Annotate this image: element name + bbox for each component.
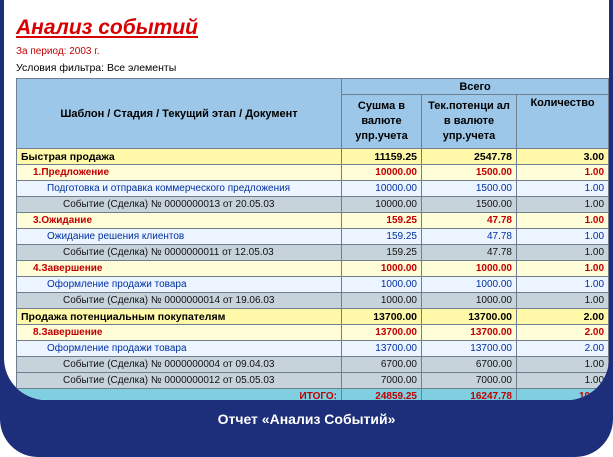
row-label: Оформление продажи товара (17, 341, 342, 357)
table-row-step[interactable] (17, 229, 609, 245)
row-amount: 10000.00 (342, 181, 422, 197)
table-row-total[interactable] (17, 389, 609, 401)
row-amount: 13700.00 (342, 309, 422, 325)
row-count: 1.00 (517, 197, 609, 213)
row-potential: 47.78 (422, 229, 517, 245)
row-potential: 13700.00 (422, 309, 517, 325)
row-label: 4.Завершение (17, 261, 342, 277)
row-count: 2.00 (517, 341, 609, 357)
row-count: 1.00 (517, 245, 609, 261)
row-amount: 159.25 (342, 229, 422, 245)
row-amount: 10000.00 (342, 165, 422, 181)
table-row-step[interactable] (17, 277, 609, 293)
row-amount: 6700.00 (342, 357, 422, 373)
row-amount: 24859.25 (342, 389, 422, 401)
header-count-column: Количество (517, 95, 609, 149)
row-label: 3.Ожидание (17, 213, 342, 229)
table-row-group[interactable] (17, 309, 609, 325)
row-label: 8.Завершение (17, 325, 342, 341)
row-count: 2.00 (517, 309, 609, 325)
row-amount: 13700.00 (342, 341, 422, 357)
row-potential: 47.78 (422, 213, 517, 229)
row-amount: 159.25 (342, 213, 422, 229)
row-count: 1.00 (517, 213, 609, 229)
row-potential: 1500.00 (422, 181, 517, 197)
row-amount: 1000.00 (342, 277, 422, 293)
row-label: Быстрая продажа (17, 149, 342, 165)
row-count: 3.00 (517, 149, 609, 165)
row-potential: 1000.00 (422, 293, 517, 309)
table-row-doc[interactable] (17, 245, 609, 261)
row-potential: 13700.00 (422, 341, 517, 357)
table-row-step[interactable] (17, 181, 609, 197)
row-potential: 47.78 (422, 245, 517, 261)
row-potential: 13700.00 (422, 325, 517, 341)
row-count: 1.00 (517, 181, 609, 197)
row-label: Оформление продажи товара (17, 277, 342, 293)
row-potential: 2547.78 (422, 149, 517, 165)
row-label: 1.Предложение (17, 165, 342, 181)
row-count: 1.00 (517, 357, 609, 373)
row-amount: 1000.00 (342, 293, 422, 309)
row-label: Событие (Сделка) № 0000000012 от 05.05.03 (17, 373, 342, 389)
row-amount: 10000.00 (342, 197, 422, 213)
table-row-doc[interactable] (17, 357, 609, 373)
row-potential: 1000.00 (422, 277, 517, 293)
row-label: Событие (Сделка) № 0000000013 от 20.05.03 (17, 197, 342, 213)
row-amount: 1000.00 (342, 261, 422, 277)
row-amount: 11159.25 (342, 149, 422, 165)
header-potential-column: Тек.потенци ал в валюте упр.учета (422, 95, 517, 149)
row-label: Продажа потенциальным покупателям (17, 309, 342, 325)
table-row-stage[interactable] (17, 261, 609, 277)
events-table (16, 78, 609, 400)
report-sheet (4, 0, 609, 400)
row-label: ИТОГО: (17, 389, 342, 401)
report-period: За период: 2003 г. (16, 46, 100, 57)
row-label: Событие (Сделка) № 0000000011 от 12.05.03 (17, 245, 342, 261)
row-amount: 159.25 (342, 245, 422, 261)
row-label: Ожидание решения клиентов (17, 229, 342, 245)
row-count: 1.00 (517, 165, 609, 181)
row-label: Событие (Сделка) № 0000000014 от 19.06.03 (17, 293, 342, 309)
row-potential: 1000.00 (422, 261, 517, 277)
row-potential: 1500.00 (422, 165, 517, 181)
row-potential: 1500.00 (422, 197, 517, 213)
row-label: Подготовка и отправка коммерческого предложения (17, 181, 342, 197)
table-row-stage[interactable] (17, 325, 609, 341)
table-row-doc[interactable] (17, 197, 609, 213)
table-body (17, 149, 609, 401)
row-count: 1.00 (517, 293, 609, 309)
row-count: 1.00 (517, 261, 609, 277)
row-count: 1.00 (517, 373, 609, 389)
table-row-doc[interactable] (17, 293, 609, 309)
row-amount: 13700.00 (342, 325, 422, 341)
row-potential: 16247.78 (422, 389, 517, 401)
row-potential: 6700.00 (422, 357, 517, 373)
header-amount-column: Сушма в валюте упр.учета (342, 95, 422, 149)
row-count: 1.00 (517, 229, 609, 245)
row-label: Событие (Сделка) № 0000000004 от 09.04.03 (17, 357, 342, 373)
report-filter: Условия фильтра: Все элементы (16, 62, 177, 74)
table-row-group[interactable] (17, 149, 609, 165)
table-row-stage[interactable] (17, 165, 609, 181)
row-count: 1.00 (517, 277, 609, 293)
report-caption: Отчет «Анализ Событий» (217, 411, 396, 427)
report-title: Анализ событий (16, 16, 198, 39)
table-row-doc[interactable] (17, 373, 609, 389)
row-count: 10.00 (517, 389, 609, 401)
table-row-step[interactable] (17, 341, 609, 357)
header-template-column: Шаблон / Стадия / Текущий этап / Документ (17, 79, 342, 149)
row-potential: 7000.00 (422, 373, 517, 389)
row-amount: 7000.00 (342, 373, 422, 389)
table-row-stage[interactable] (17, 213, 609, 229)
row-count: 2.00 (517, 325, 609, 341)
header-total-group: Всего (342, 79, 609, 95)
